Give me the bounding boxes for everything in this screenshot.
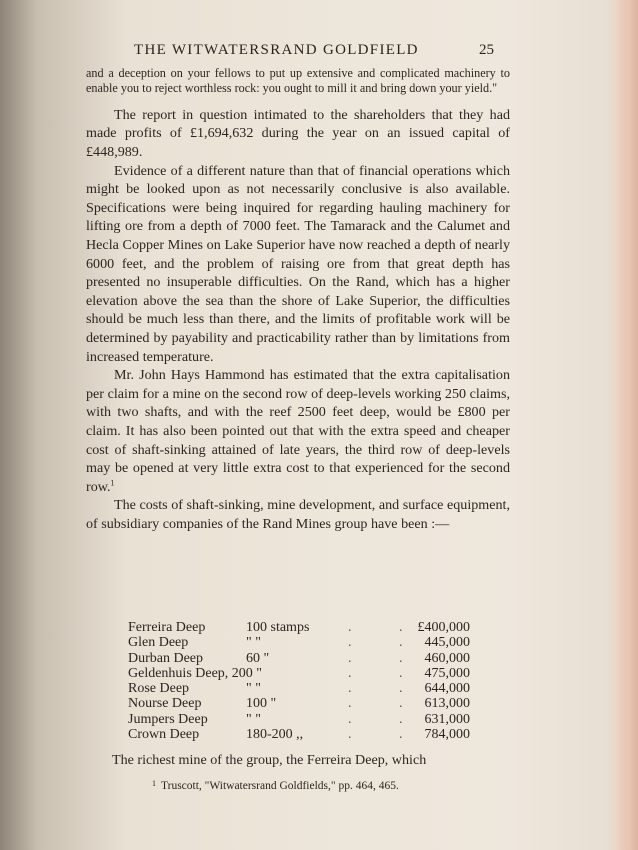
cost-value: 475,000 <box>424 665 470 681</box>
table-row <box>128 712 478 727</box>
leader-dots: . . <box>348 650 425 666</box>
mine-name: Glen Deep <box>128 635 189 651</box>
table-row <box>128 651 478 666</box>
leader-dots: . . <box>348 620 425 635</box>
table-row <box>128 635 478 650</box>
cost-value: 784,000 <box>424 727 470 743</box>
footnote-text: Truscott, "Witwatersrand Goldfields," pp. 464, 465. <box>161 780 399 792</box>
stamp-count: 100 " <box>246 696 277 712</box>
paragraph-hammond-text: Mr. John Hays Hammond has estimated that the extra capitalisation per claim for a mine on the second row of deep-levels working 250 claims, with two shafts, and with the reef 2500 feet deep, would be £800 per claim. It has also been pointed out that with the extra speed and cheaper cost of shaft-sinking attained of late years, the third row of deep-levels may be opened at very little extra cost to that experienced for the second row. <box>86 367 510 495</box>
footnote-marker: 1 <box>152 779 156 788</box>
quote-ending: and a deception on your fellows to put up extensive and complicated machinery to enable you to reject worthless rock: you ought to mill it and bring down your yield." <box>86 66 510 96</box>
cost-value: 644,000 <box>424 681 470 697</box>
table-row <box>128 681 478 696</box>
mine-name: Jumpers Deep <box>128 711 208 727</box>
leader-dots: . . <box>348 711 425 727</box>
leader-dots: . . <box>348 696 425 712</box>
paragraph-profits: The report in question intimated to the shareholders that they had made profits of £1,694,632 during the year on an issued capital of £448,989. <box>86 106 510 160</box>
footnote-reference: 1 <box>110 478 115 487</box>
paragraph-evidence: Evidence of a different nature than that of financial operations which might be looked upon as not necessarily conclusive is also available. Specifications were being inquired for regarding hauling machinery for lifting ore from a depth of 7000 feet. The Tamarack and the Calumet and Hecla Copper Mines on Lake Superior have now reached a depth of nearly 6000 feet, and the problem of raising ore from that great depth has presented no insuperable difficulties. On the Rand, which has a higher elevation above the sea than the shore of Lake Superior, the difficulties should be much less than there, and the limits of profitable work will be determined by payability and practicability rather than by limitations from increased temperature. <box>86 162 510 365</box>
mine-name: Rose Deep <box>128 681 190 697</box>
table-row <box>128 696 478 711</box>
stamp-count: " " <box>246 711 261 727</box>
mine-name: Crown Deep <box>128 727 200 743</box>
stamp-count: 60 " <box>246 650 270 666</box>
footnote <box>152 779 399 792</box>
mine-name: Durban Deep <box>128 650 204 666</box>
cost-value: £400,000 <box>417 620 470 635</box>
page-number: 25 <box>479 42 494 58</box>
body-text <box>86 66 510 533</box>
paragraph-costs: The costs of shaft-sinking, mine development, and surface equipment, of subsidiary companies of the Rand Mines group have been :— <box>86 497 510 532</box>
stamp-count: " " <box>246 635 261 651</box>
paragraph-richest-mine: The richest mine of the group, the Ferreira Deep, which <box>112 752 427 768</box>
running-title: THE WITWATERSRAND GOLDFIELD <box>134 42 419 58</box>
table-row <box>128 620 478 635</box>
stamp-count: 100 stamps <box>246 620 310 635</box>
leader-dots: . . <box>348 681 425 697</box>
cost-value: 460,000 <box>424 650 470 666</box>
leader-dots: . . <box>348 635 425 651</box>
table-row <box>128 727 478 742</box>
paragraph-hammond <box>86 366 510 496</box>
mine-name: Ferreira Deep <box>128 620 206 635</box>
leader-dots: . . <box>348 727 425 743</box>
table-row <box>128 666 478 681</box>
cost-value: 613,000 <box>424 696 470 712</box>
mine-name: Nourse Deep <box>128 696 202 712</box>
cost-value: 631,000 <box>424 711 470 727</box>
mine-cost-table <box>128 620 478 742</box>
mine-name: Geldenhuis Deep, 200 " <box>128 665 263 681</box>
leader-dots: . . <box>348 665 425 681</box>
stamp-count: 180-200 ,, <box>246 727 304 743</box>
stamp-count: " " <box>246 681 261 697</box>
cost-value: 445,000 <box>424 635 470 651</box>
